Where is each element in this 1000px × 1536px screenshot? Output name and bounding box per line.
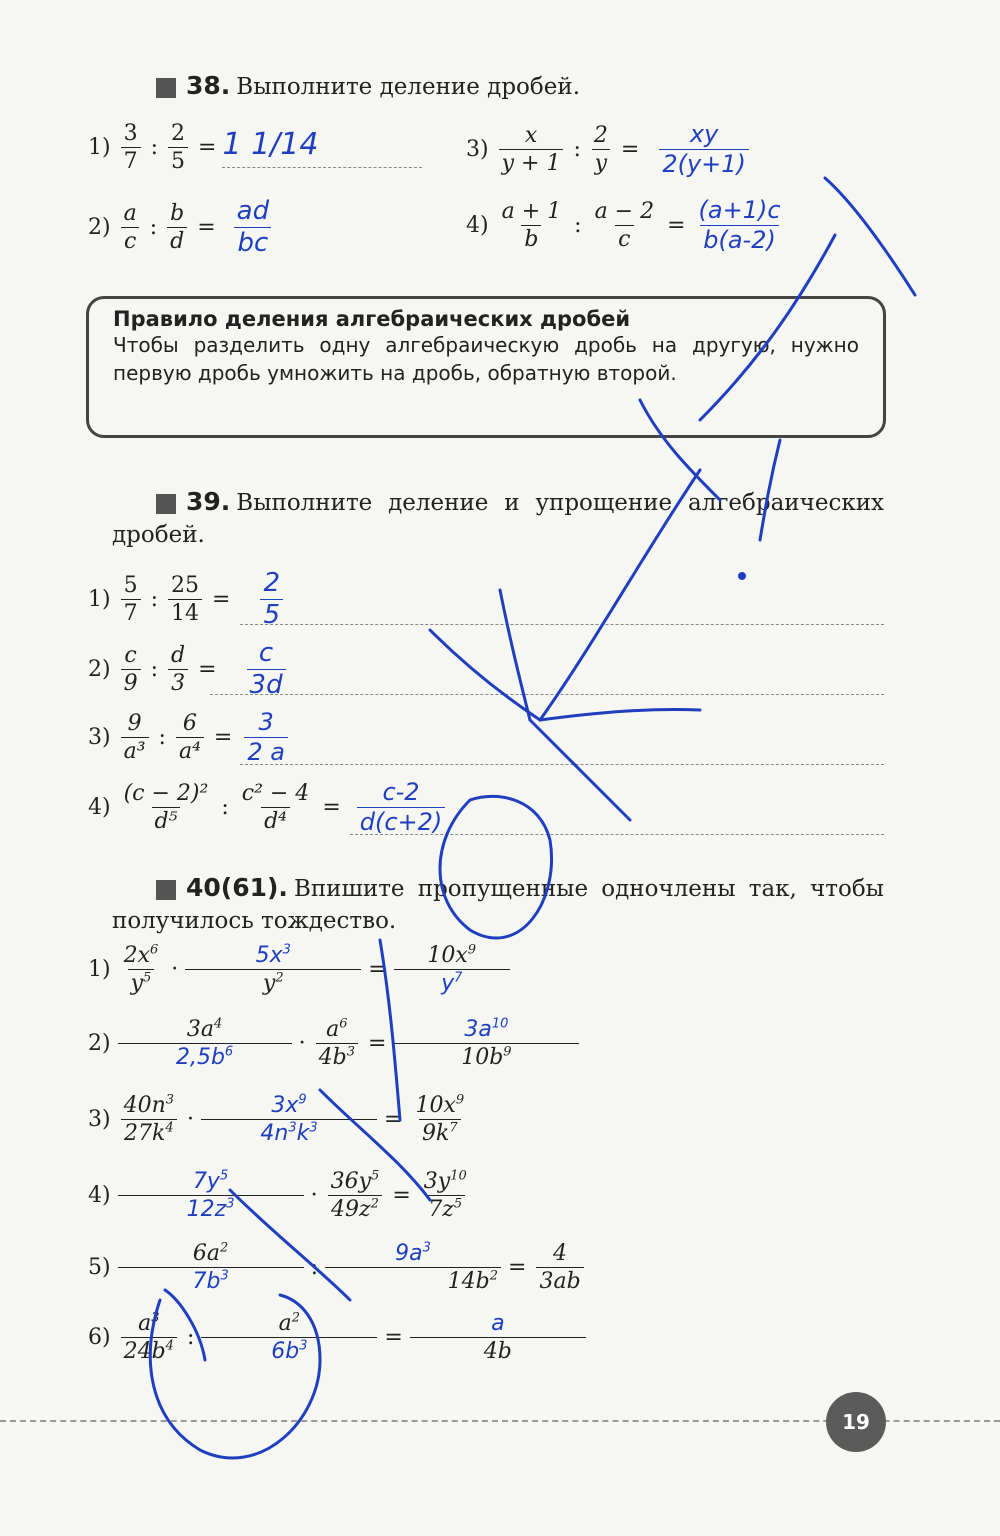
t40-item-1: 1) $\frac{2x^6}{y^5}$ · $\frac{5x^3}{y^2}$ = $\frac{10x^9}{y^7}$ xyxy=(88,944,511,995)
missing-monomial-field[interactable]: $\frac{7y^5}{12z^3}$ xyxy=(121,1170,301,1221)
answer-field[interactable]: $\frac{c-2}{d(c+2)}$ xyxy=(357,780,446,835)
t38-item-1: 1) $\frac{3}{7}$ : $\frac{2}{5}$ = 1 1/14 xyxy=(88,122,422,173)
missing-monomial-field[interactable]: $\frac{9a^3}{14b^2}$ xyxy=(328,1242,498,1293)
missing-monomial-field[interactable]: $\frac{6a^2}{7b^3}$ xyxy=(121,1242,301,1293)
t39-item-3: 3) $\frac{9}{\text{a³}}$ : $\frac{6}{\text{a⁴}}$ = $\frac{3}{2 a}$ xyxy=(88,710,292,765)
t39-item-4: 4) $\frac{\text{(c − 2)²}}{\text{d⁵}}$ : $\frac{\text{c² − 4}}{\text{d⁴}}$ = $\frac{c-2}{d(c+2)}$ xyxy=(88,780,449,835)
t38-item-2: 2) $\frac{a}{c}$ : $\frac{b}{d}$ = $\frac{ad}{bc}$ xyxy=(88,198,276,258)
task-40-title: 40(61). Впишите пропущенные одночлены так, чтобы получилось тождество. xyxy=(112,873,884,934)
task-38-title: 38. Выполните деление дробей. xyxy=(156,70,580,103)
t39-item-1: 1) $\frac{5}{7}$ : $\frac{25}{14}$ = $\frac{2}{5}$ xyxy=(88,570,287,630)
rule-title: Правило деления алгебраических дробей xyxy=(113,307,631,331)
answer-field[interactable]: $\frac{2}{5}$ xyxy=(260,570,283,630)
answer-field[interactable]: $\frac{ad}{bc}$ xyxy=(234,198,272,258)
t40-item-6: 6) $\frac{a^3}{24b^4}$ : $\frac{a^2}{6b^3}$ = $\frac{a}{4b}$ xyxy=(88,1312,587,1363)
missing-monomial-field[interactable]: $\frac{a^2}{6b^3}$ xyxy=(204,1312,374,1363)
missing-monomial-field[interactable]: $\frac{5x^3}{y^2}$ xyxy=(188,944,358,995)
answer-field[interactable]: $\frac{c}{3d}$ xyxy=(247,640,286,700)
page-number: 19 xyxy=(826,1392,886,1452)
t39-item-2: 2) $\frac{c}{9}$ : $\frac{d}{3}$ = $\frac{c}{3d}$ xyxy=(88,640,290,700)
t38-item-4: 4) $\frac{a + 1}{b}$ : $\frac{a - 2}{c}$ = $\frac{(a+1)c}{b(a-2)}$ xyxy=(466,198,788,253)
t40-item-4: 4) $\frac{7y^5}{12z^3}$ · $\frac{36y^5}{49z^2}$ = $\frac{3y^{10}}{7z^5}$ xyxy=(88,1168,467,1223)
answer-field[interactable]: $\frac{xy}{2(y+1)}$ xyxy=(659,122,749,177)
missing-monomial-field[interactable]: $\frac{3x^9}{4n^3k^3}$ xyxy=(204,1094,374,1145)
t40-item-5: 5) $\frac{6a^2}{7b^3}$ : $\frac{9a^3}{14b^2}$ = $\frac{4}{3ab}$ xyxy=(88,1242,588,1293)
t38-item-3: 3) $\frac{x}{y + 1}$ : $\frac{2}{y}$ = $\frac{xy}{2(y+1)}$ xyxy=(466,122,753,177)
rule-text: Чтобы разделить одну алгебраическую дробь на другую, нужно первую дробь умножить на дробь, обратную второй. xyxy=(113,333,859,385)
answer-field[interactable]: $\frac{3}{2 a}$ xyxy=(244,710,288,765)
task-number: 38. xyxy=(186,71,231,100)
task-number: 40(61). xyxy=(186,873,288,902)
answer-field[interactable]: $\frac{(a+1)c}{b(a-2)}$ xyxy=(698,196,781,255)
task-39-title: 39. Выполните деление и упрощение алгебраических дробей. xyxy=(112,487,884,548)
t40-item-3: 3) $\frac{40n^3}{27k^4}$ · $\frac{3x^9}{4n^3k^3}$ = $\frac{10x^9}{9k^7}$ xyxy=(88,1092,465,1147)
answer-field[interactable]: 1 1/14 xyxy=(222,127,422,168)
t40-item-2: 2) $\frac{3a^4}{2,5b^6}$ · $\frac{a^6}{4b^3}$ = $\frac{3a^{10}}{10b^9}$ xyxy=(88,1018,580,1069)
task-number: 39. xyxy=(186,487,231,516)
missing-monomial-field[interactable]: $\frac{3a^4}{2,5b^6}$ xyxy=(121,1018,289,1069)
